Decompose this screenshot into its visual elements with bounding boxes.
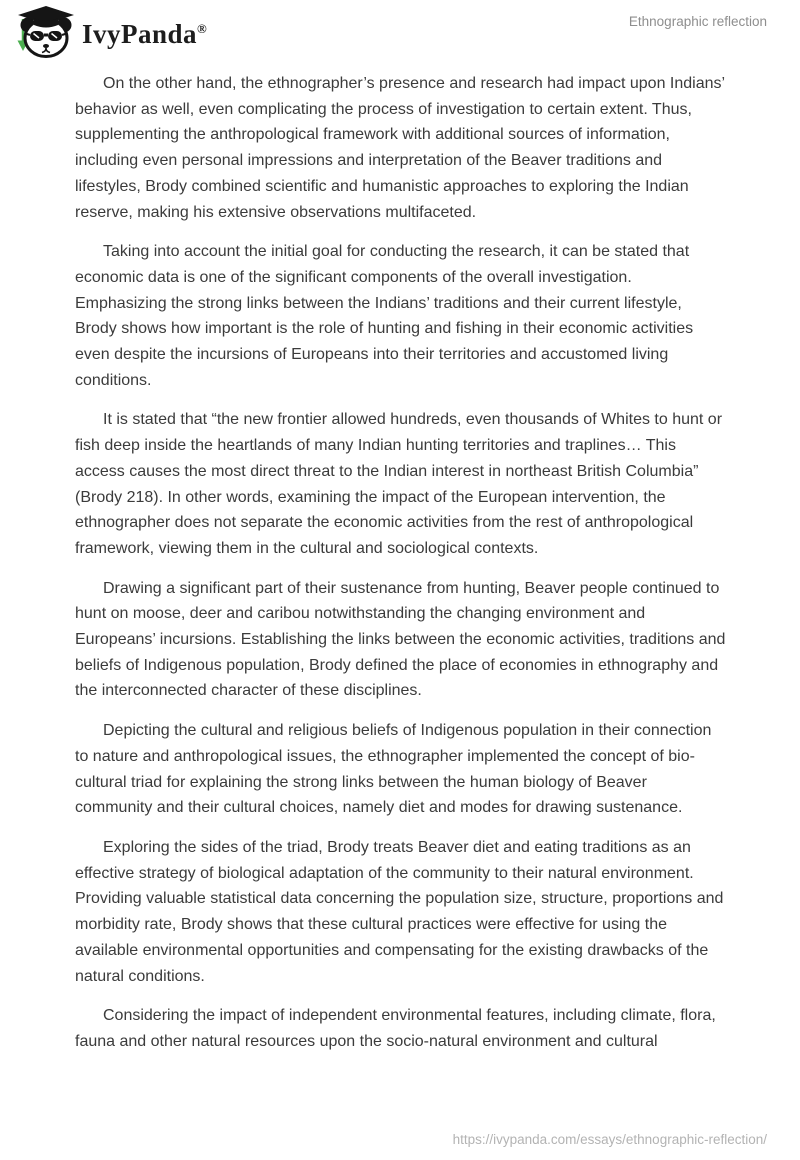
- ivypanda-logo[interactable]: [12, 5, 207, 64]
- essay-paragraph: It is stated that “the new frontier allowed hundreds, even thousands of Whites to hunt or fish deep inside the heartlands of many Indian hunting territories and traplines… This access causes the most direct threat to the Indian interest in northeast British Columbia” (Brody 218). In other words, examining the impact of the European intervention, the ethnographer does not separate the economic activities from the rest of anthropological framework, viewing them in the cultural and sociological contexts.: [75, 411, 723, 557]
- logo-wordmark: IvyPanda®: [82, 19, 208, 49]
- essay-paragraph: Depicting the cultural and religious beliefs of Indigenous population in their connection to nature and anthropological issues, the ethnographer implemented the concept of bio-cultural triad for explaining the strong links between the human biology of Beaver community and their cultural choices, namely diet and modes for drawing sustenance.: [75, 722, 712, 817]
- essay-paragraph: Taking into account the initial goal for conducting the research, it can be stated that economic data is one of the significant components of the overall investigation. Emphasizing the strong links between the Indians’ traditions and their current lifestyle, Brody shows how important is the role of hunting and fishing in their economic activities even despite the incursions of Europeans into their territories and accustomed living conditions.: [75, 243, 694, 389]
- panda-graduate-icon: [12, 5, 76, 64]
- registered-trademark-symbol: ®: [197, 21, 208, 36]
- page-header: [0, 0, 800, 64]
- essay-paragraph: Drawing a significant part of their sustenance from hunting, Beaver people continued to hunt on moose, deer and caribou notwithstanding the changing environment and Europeans’ incursions. Establishing the links between the economic activities, traditions and beliefs of Indigenous population, Brody defined the place of economies in ethnography and the interconnected character of these disciplines.: [75, 579, 726, 700]
- source-url-link[interactable]: https://ivypanda.com/essays/ethnographic-reflection/: [452, 1132, 767, 1147]
- document-title: Ethnographic reflection: [628, 14, 767, 29]
- essay-paragraph: On the other hand, the ethnographer’s presence and research had impact upon Indians’ behavior as well, even complicating the process of investigation to certain extent. Thus, supplementing the anthropological framework with additional sources of information, including even personal impressions and interpretation of the Beaver traditions and lifestyles, Brody combined scientific and humanistic approaches to exploring the Indian reserve, making his extensive observations multifaceted.: [75, 75, 725, 221]
- essay-paragraph: Exploring the sides of the triad, Brody treats Beaver diet and eating traditions as an effective strategy of biological adaptation of the community to their natural environment. Providing valuable statistical data concerning the population size, structure, proportions and morbidity rate, Brody shows that these cultural practices were effective for using the available environmental opportunities and compensating for the existing drawbacks of the natural conditions.: [75, 838, 724, 985]
- essay-paragraph: Considering the impact of independent environmental features, including climate, flora, fauna and other natural resources upon the socio-natural environment and cultural: [75, 1007, 716, 1050]
- essay-content: [75, 71, 726, 1069]
